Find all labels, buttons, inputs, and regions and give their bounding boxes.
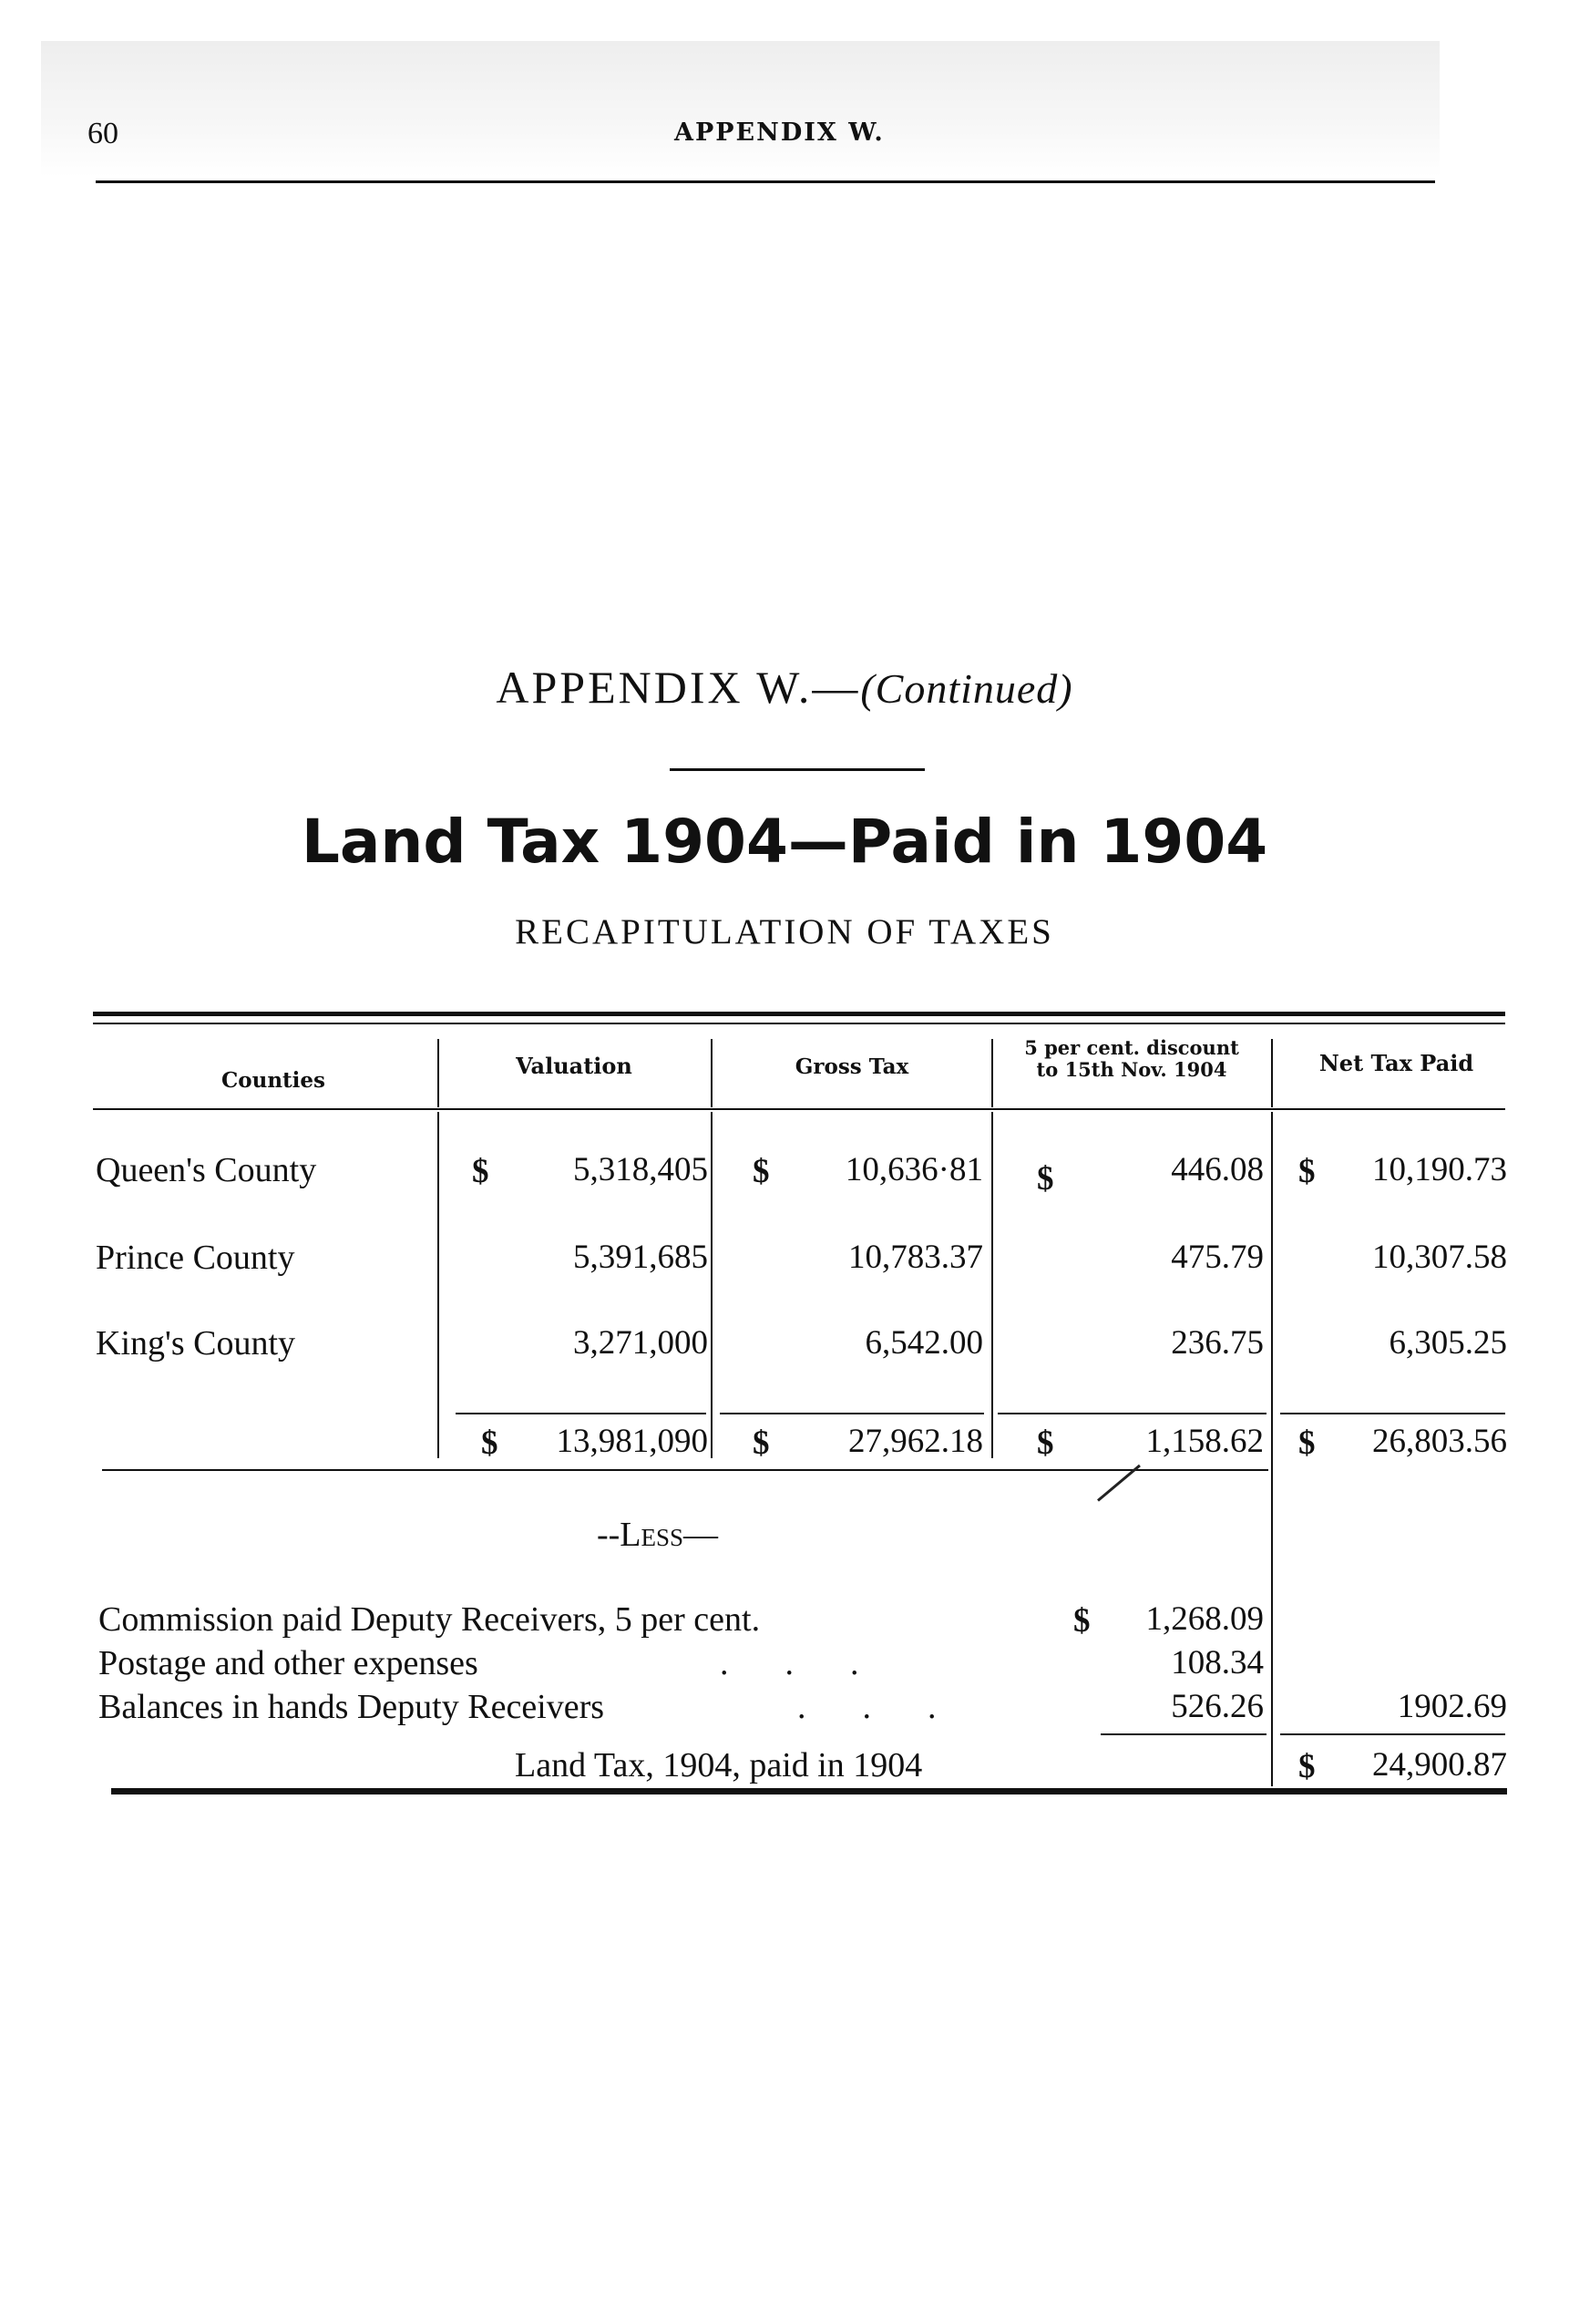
total-net-tax: 26,803.56 [1372, 1423, 1507, 1460]
row-county-prince: Prince County [96, 1239, 295, 1277]
row-queens-net-tax: 10,190.73 [1372, 1151, 1507, 1188]
deduction-commission-label: Commission paid Deputy Receivers, 5 per cent. [98, 1600, 761, 1639]
deduction-commission-dollar: $ [1073, 1602, 1091, 1640]
column-header-counties: Counties [220, 1068, 326, 1093]
row-kings-valuation: 3,271,000 [573, 1324, 708, 1362]
deduction-commission-amount: 1,268.09 [1145, 1600, 1264, 1638]
row-queens-discount: 446.08 [1171, 1151, 1264, 1188]
row-kings-net-tax: 6,305.25 [1389, 1324, 1507, 1362]
row-queens-discount-dollar: $ [1037, 1160, 1054, 1198]
row-queens-gross-dollar: $ [753, 1153, 770, 1190]
table-top-rule-thick [93, 1012, 1505, 1016]
appendix-title-main: APPENDIX W.— [496, 662, 861, 713]
total-valuation-dollar: $ [481, 1424, 498, 1462]
header-rule [96, 180, 1435, 183]
column-header-discount-line1: 5 per cent. discount [1024, 1036, 1239, 1059]
net-sum-rule [1280, 1733, 1505, 1735]
deduction-postage-label: Postage and other expenses [98, 1644, 478, 1682]
row-prince-discount: 475.79 [1171, 1239, 1264, 1276]
total-gross-dollar: $ [753, 1424, 770, 1462]
header-divider-4 [1271, 1039, 1273, 1107]
row-prince-valuation: 5,391,685 [573, 1239, 708, 1276]
scan-edge-shading [41, 41, 1440, 178]
appendix-continued: (Continued) [860, 665, 1073, 712]
deduction-balances-dots: ... [797, 1688, 993, 1726]
totals-bottom-rule [102, 1469, 1268, 1471]
less-heading: --Less— [597, 1516, 719, 1554]
deductions-sum-rule [1101, 1733, 1266, 1735]
final-total-amount: 24,900.87 [1372, 1746, 1507, 1784]
header-divider-3 [991, 1039, 993, 1107]
title-rule [670, 768, 925, 771]
running-head: APPENDIX W. [674, 118, 885, 147]
body-divider-4 [1271, 1112, 1273, 1786]
header-bottom-rule [93, 1108, 1505, 1110]
row-kings-gross-tax: 6,542.00 [865, 1324, 983, 1362]
subtotal-rule-net [1280, 1413, 1505, 1414]
row-kings-discount: 236.75 [1171, 1324, 1264, 1362]
row-queens-valuation-dollar: $ [472, 1153, 489, 1190]
subtotal-rule-discount [998, 1413, 1266, 1414]
header-divider-2 [711, 1039, 713, 1107]
table-bottom-rule [111, 1788, 1507, 1794]
column-header-valuation: Valuation [516, 1053, 632, 1079]
appendix-title [0, 661, 1569, 714]
total-discount: 1,158.62 [1145, 1423, 1264, 1460]
body-divider-3 [991, 1112, 993, 1458]
deduction-postage-amount: 108.34 [1171, 1644, 1264, 1681]
body-divider-2 [711, 1112, 713, 1458]
row-queens-gross-tax: 10,636·81 [845, 1151, 983, 1188]
row-county-kings: King's County [96, 1324, 296, 1363]
column-header-discount [995, 1037, 1268, 1081]
main-title: Land Tax 1904—Paid in 1904 [301, 807, 1268, 877]
row-queens-valuation: 5,318,405 [573, 1151, 708, 1188]
row-county-queens: Queen's County [96, 1151, 317, 1189]
header-divider-1 [437, 1039, 439, 1107]
page-number: 60 [87, 117, 118, 150]
column-header-discount-line2: to 15th Nov. 1904 [1036, 1058, 1227, 1081]
deduction-balances-label: Balances in hands Deputy Receivers [98, 1688, 605, 1726]
column-header-gross-tax: Gross Tax [795, 1054, 909, 1079]
total-valuation: 13,981,090 [556, 1423, 708, 1460]
total-net-dollar: $ [1298, 1424, 1316, 1462]
final-total-label: Land Tax, 1904, paid in 1904 [515, 1746, 923, 1784]
final-total-dollar: $ [1298, 1748, 1316, 1785]
body-divider-1 [437, 1112, 439, 1458]
deduction-balances-amount: 526.26 [1171, 1688, 1264, 1725]
total-gross-tax: 27,962.18 [848, 1423, 983, 1460]
deduction-total: 1902.69 [1397, 1688, 1507, 1725]
table-top-rule-thin [93, 1023, 1505, 1024]
subtitle: RECAPITULATION OF TAXES [515, 912, 1054, 951]
row-prince-gross-tax: 10,783.37 [848, 1239, 983, 1276]
row-prince-net-tax: 10,307.58 [1372, 1239, 1507, 1276]
deduction-postage-dots: ... [720, 1644, 916, 1682]
subtotal-rule-valuation [456, 1413, 706, 1414]
row-queens-net-dollar: $ [1298, 1153, 1316, 1190]
total-discount-dollar: $ [1037, 1424, 1054, 1462]
column-header-net-tax: Net Tax Paid [1318, 1050, 1474, 1076]
subtotal-rule-gross [720, 1413, 984, 1414]
